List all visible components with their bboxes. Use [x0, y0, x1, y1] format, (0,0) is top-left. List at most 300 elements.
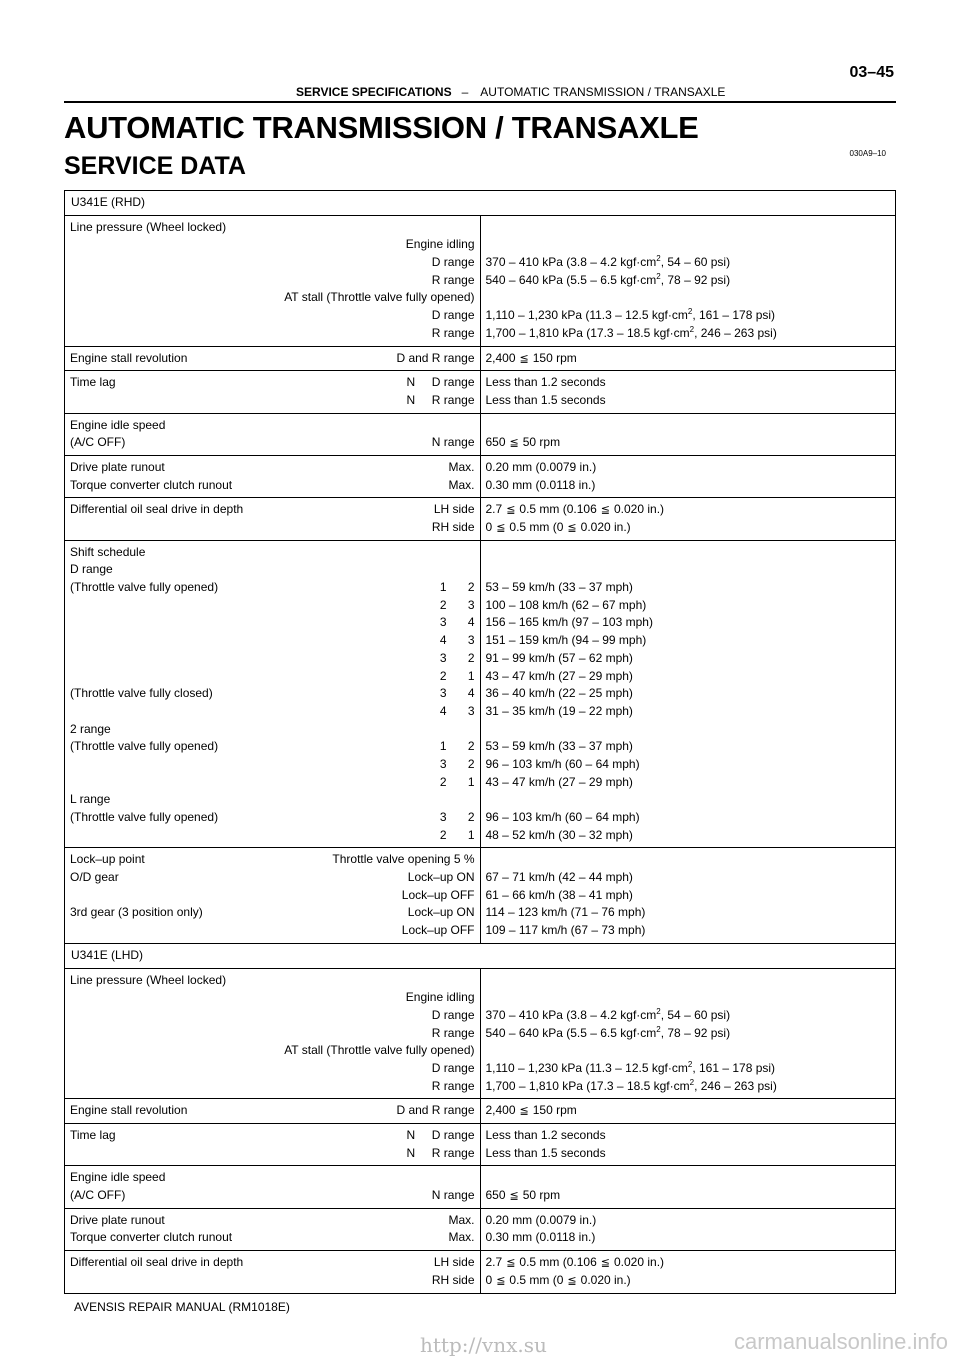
shift-value: 151 – 159 km/h (94 – 99 mph) [485, 633, 647, 648]
leq-symbol: ≦ [600, 504, 610, 517]
stall-value: 2,400 [485, 350, 516, 365]
r-range-label: R range [431, 1025, 475, 1040]
stall-label: Engine stall revolution [70, 1103, 188, 1118]
table-row [65, 215, 896, 346]
shift-value: 156 – 165 km/h (97 – 103 mph) [485, 615, 653, 630]
lockup-condition: Lock–up ON [407, 905, 475, 920]
line-pressure-label: Line pressure (Wheel locked) [70, 972, 227, 987]
runout-label: Torque converter clutch runout [70, 477, 233, 492]
time-lag-label: Time lag [70, 375, 116, 390]
time-lag-value: Less than 1.5 seconds [485, 392, 606, 407]
stall-value: 150 rpm [532, 1103, 577, 1118]
stall-value: 2,400 [485, 1103, 516, 1118]
lockup-condition: Lock–up OFF [401, 887, 475, 902]
shift-label: 2 range [70, 721, 111, 736]
spec-item-cell [65, 1166, 481, 1208]
text-line [486, 417, 891, 435]
shift-value: 36 – 40 km/h (22 – 25 mph) [485, 686, 633, 701]
spec-value-cell [480, 346, 896, 371]
r-range-label: R range [431, 1145, 475, 1160]
shift-label: Shift schedule [70, 544, 146, 559]
table-row [65, 498, 896, 540]
seal-side: RH side [431, 520, 475, 535]
superscript: 2 [656, 1024, 661, 1034]
text-line [486, 1145, 891, 1163]
text-line [486, 1254, 891, 1272]
running-header [64, 84, 896, 103]
seal-value: 0.5 mm (0.106 [519, 502, 597, 517]
text-line [70, 417, 475, 435]
lockup-condition: Lock–up ON [407, 870, 475, 885]
runout-max: Max. [448, 1230, 475, 1245]
text-line [486, 1078, 891, 1096]
text-line [70, 972, 475, 990]
text-line [70, 703, 475, 721]
table-row [65, 1251, 896, 1293]
runout-label: Drive plate runout [70, 1212, 165, 1227]
text-line [486, 392, 891, 410]
text-line [70, 1187, 475, 1205]
seal-value: 2.7 [485, 1255, 503, 1270]
watermark-site: carmanualsonline.info [733, 1329, 948, 1354]
text-line [70, 544, 475, 562]
text-line [70, 1272, 475, 1290]
engine-idling-label: Engine idling [405, 990, 475, 1005]
text-line [70, 668, 475, 686]
lockup-value: 109 – 117 km/h (67 – 73 mph) [485, 923, 646, 938]
spec-item-cell [65, 1099, 481, 1124]
gear-to: 1 [467, 774, 475, 789]
leq-symbol: ≦ [496, 1274, 506, 1287]
gear-to: 1 [467, 827, 475, 842]
service-data-table [64, 190, 896, 1294]
seal-label: Differential oil seal drive in depth [70, 1255, 244, 1270]
time-lag-label: Time lag [70, 1128, 116, 1143]
text-line [70, 685, 475, 703]
text-line [70, 477, 475, 495]
text-line [486, 289, 891, 307]
header-subsection: AUTOMATIC TRANSMISSION / TRANSAXLE [480, 85, 726, 99]
text-line [70, 519, 475, 537]
text-line [486, 219, 891, 237]
pressure-value: 1,110 – 1,230 kPa (11.3 – 12.5 kgf·cm [485, 1060, 688, 1075]
idle-label: (A/C OFF) [70, 1188, 126, 1203]
shift-value: 48 – 52 km/h (30 – 32 mph) [485, 827, 633, 842]
time-lag-value: Less than 1.5 seconds [485, 1145, 606, 1160]
lockup-value: 67 – 71 km/h (42 – 44 mph) [485, 870, 633, 885]
idle-value: 650 [485, 435, 506, 450]
n-label: N [406, 1128, 416, 1143]
lockup-condition: Lock–up OFF [401, 923, 475, 938]
stall-value: 150 rpm [532, 350, 577, 365]
gear-from: 3 [439, 650, 447, 665]
text-line [70, 1102, 475, 1120]
text-line [70, 721, 475, 739]
seal-value: 0 [485, 520, 493, 535]
text-line [486, 668, 891, 686]
gear-to: 3 [467, 703, 475, 718]
runout-value: 0.20 mm (0.0079 in.) [485, 459, 597, 474]
text-line [70, 614, 475, 632]
gear-from: 3 [439, 686, 447, 701]
idle-value: 50 rpm [522, 435, 561, 450]
text-line [486, 561, 891, 579]
text-line [486, 1127, 891, 1145]
idle-label: Engine idle speed [70, 417, 166, 432]
text-line [486, 236, 891, 254]
spec-value-cell [480, 1166, 896, 1208]
text-line [70, 374, 475, 392]
table-row [65, 371, 896, 413]
d-range-label: D range [431, 375, 475, 390]
pressure-value: 1,700 – 1,810 kPa (17.3 – 18.5 kgf·cm [485, 325, 690, 340]
shift-value: 100 – 108 km/h (62 – 67 mph) [485, 597, 647, 612]
runout-max: Max. [448, 1212, 475, 1227]
pressure-value: 1,110 – 1,230 kPa (11.3 – 12.5 kgf·cm [485, 308, 688, 323]
seal-value: 0.020 in.) [614, 502, 665, 517]
shift-value: 43 – 47 km/h (27 – 29 mph) [485, 668, 633, 683]
gear-from: 1 [439, 580, 447, 595]
text-line [70, 597, 475, 615]
pressure-value: 370 – 410 kPa (3.8 – 4.2 kgf·cm [485, 255, 657, 270]
seal-value: 0 [485, 1272, 493, 1287]
text-line [70, 1254, 475, 1272]
shift-label: (Throttle valve fully opened) [70, 739, 219, 754]
text-line [70, 904, 475, 922]
spec-value-cell [480, 215, 896, 346]
seal-value: 0.020 in.) [580, 1272, 631, 1287]
text-line [486, 632, 891, 650]
text-line [70, 350, 475, 368]
text-line [486, 350, 891, 368]
r-range-label: R range [431, 1078, 475, 1093]
table-row [65, 1208, 896, 1250]
text-line [486, 922, 891, 940]
table-row [65, 455, 896, 497]
lockup-label: Lock–up point [70, 852, 145, 867]
text-line [486, 989, 891, 1007]
table-row [65, 1166, 896, 1208]
runout-max: Max. [448, 459, 475, 474]
text-line [70, 289, 475, 307]
pressure-value: , 78 – 92 psi) [660, 272, 731, 287]
text-line [70, 1078, 475, 1096]
text-line [70, 1042, 475, 1060]
gear-from: 2 [439, 827, 447, 842]
text-line [486, 1060, 891, 1078]
superscript: 2 [687, 1059, 693, 1069]
text-line [70, 922, 475, 940]
spec-item-cell [65, 540, 481, 848]
table-row [65, 1099, 896, 1124]
text-line [70, 869, 475, 887]
seal-value: 0.5 mm (0 [509, 1272, 564, 1287]
pressure-value: , 246 – 263 psi) [694, 1078, 777, 1093]
spec-value-cell [480, 848, 896, 943]
text-line [70, 650, 475, 668]
seal-label: Differential oil seal drive in depth [70, 502, 244, 517]
text-line [486, 519, 891, 537]
text-line [486, 809, 891, 827]
seal-value: 0.5 mm (0 [509, 520, 564, 535]
text-line [70, 1145, 475, 1163]
text-line [70, 1060, 475, 1078]
d-range-label: D range [431, 1007, 475, 1022]
shift-label: D range [70, 562, 113, 577]
runout-label: Torque converter clutch runout [70, 1230, 233, 1245]
gear-to: 2 [467, 580, 475, 595]
stall-range: D and R range [396, 1103, 475, 1118]
leq-symbol: ≦ [567, 522, 577, 535]
text-line [70, 325, 475, 343]
spec-item-cell [65, 1124, 481, 1166]
shift-label: (Throttle valve fully closed) [70, 686, 213, 701]
gear-to: 4 [467, 615, 475, 630]
runout-value: 0.30 mm (0.0118 in.) [485, 477, 596, 492]
footer: AVENSIS REPAIR MANUAL (RM1018E) [74, 1300, 290, 1314]
text-line [70, 1025, 475, 1043]
lockup-label: 3rd gear (3 position only) [70, 905, 203, 920]
gear-to: 2 [467, 739, 475, 754]
d-range-label: D range [431, 1128, 475, 1143]
model-heading: U341E (RHD) [65, 191, 896, 216]
figure-id: 030A9–10 [849, 149, 886, 158]
model-heading-row [65, 943, 896, 968]
gear-to: 2 [467, 650, 475, 665]
lockup-condition: Throttle valve opening 5 % [332, 852, 475, 867]
text-line [70, 1127, 475, 1145]
text-line [486, 434, 891, 452]
pressure-value: , 246 – 263 psi) [694, 325, 777, 340]
r-range-label: R range [431, 392, 475, 407]
text-line [70, 254, 475, 272]
at-stall-label: AT stall (Throttle valve fully opened) [284, 1043, 475, 1058]
shift-label: L range [70, 792, 111, 807]
text-line [70, 1212, 475, 1230]
gear-to: 2 [467, 756, 475, 771]
gear-from: 3 [439, 615, 447, 630]
at-stall-label: AT stall (Throttle valve fully opened) [284, 290, 475, 305]
text-line [486, 374, 891, 392]
spec-item-cell [65, 1251, 481, 1293]
text-line [70, 579, 475, 597]
text-line [70, 1229, 475, 1247]
shift-label: (Throttle valve fully opened) [70, 810, 219, 825]
text-line [486, 1007, 891, 1025]
gear-to: 3 [467, 597, 475, 612]
leq-symbol: ≦ [519, 352, 529, 365]
table-row [65, 968, 896, 1099]
text-line [486, 254, 891, 272]
spec-item-cell [65, 848, 481, 943]
shift-label: (Throttle valve fully opened) [70, 580, 219, 595]
text-line [486, 791, 891, 809]
n-label: N [406, 1145, 416, 1160]
text-line [486, 1025, 891, 1043]
leq-symbol: ≦ [509, 437, 519, 450]
text-line [486, 869, 891, 887]
spec-item-cell [65, 215, 481, 346]
lockup-label: O/D gear [70, 870, 119, 885]
text-line [70, 632, 475, 650]
idle-label: (A/C OFF) [70, 435, 126, 450]
leq-symbol: ≦ [506, 1257, 516, 1270]
gear-to: 2 [467, 810, 475, 825]
shift-value: 91 – 99 km/h (57 – 62 mph) [485, 650, 633, 665]
gear-from: 3 [439, 810, 447, 825]
table-row [65, 346, 896, 371]
idle-value: 650 [485, 1188, 506, 1203]
idle-range: N range [431, 1188, 475, 1203]
gear-to: 3 [467, 633, 475, 648]
stall-label: Engine stall revolution [70, 350, 188, 365]
r-range-label: R range [431, 272, 475, 287]
text-line [70, 501, 475, 519]
spec-item-cell [65, 346, 481, 371]
text-line [70, 851, 475, 869]
spec-item-cell [65, 455, 481, 497]
leq-symbol: ≦ [506, 504, 516, 517]
pressure-value: 540 – 640 kPa (5.5 – 6.5 kgf·cm [485, 272, 657, 287]
page-subtitle: SERVICE DATA [64, 152, 246, 180]
text-line [486, 827, 891, 845]
gear-to: 4 [467, 686, 475, 701]
superscript: 2 [656, 271, 661, 281]
text-line [486, 904, 891, 922]
watermark-link[interactable]: http://vnx.su [420, 1333, 547, 1357]
idle-value: 50 rpm [522, 1188, 561, 1203]
text-line [486, 272, 891, 290]
superscript: 2 [689, 324, 695, 334]
text-line [486, 477, 891, 495]
table-row [65, 413, 896, 455]
text-line [70, 809, 475, 827]
seal-value: 0.020 in.) [614, 1255, 665, 1270]
d-range-label: D range [431, 255, 475, 270]
header-section [296, 85, 725, 99]
text-line [486, 851, 891, 869]
text-line [486, 685, 891, 703]
spec-item-cell [65, 1208, 481, 1250]
text-line [486, 703, 891, 721]
gear-from: 4 [439, 633, 447, 648]
gear-to: 1 [467, 668, 475, 683]
text-line [70, 307, 475, 325]
text-line [486, 544, 891, 562]
spec-value-cell [480, 455, 896, 497]
leq-symbol: ≦ [600, 1257, 610, 1270]
spec-value-cell [480, 1124, 896, 1166]
model-heading: U341E (LHD) [65, 943, 896, 968]
n-label: N [406, 392, 416, 407]
text-line [486, 756, 891, 774]
text-line [486, 614, 891, 632]
header-dash: – [461, 85, 469, 99]
spec-value-cell [480, 1208, 896, 1250]
idle-label: Engine idle speed [70, 1170, 166, 1185]
leq-symbol: ≦ [509, 1190, 519, 1203]
d-range-label: D range [431, 1060, 475, 1075]
shift-value: 53 – 59 km/h (33 – 37 mph) [485, 739, 633, 754]
seal-side: LH side [433, 1255, 475, 1270]
page-title: AUTOMATIC TRANSMISSION / TRANSAXLE [64, 110, 699, 145]
runout-value: 0.30 mm (0.0118 in.) [485, 1230, 596, 1245]
runout-label: Drive plate runout [70, 459, 165, 474]
r-range-label: R range [431, 325, 475, 340]
text-line [486, 307, 891, 325]
text-line [486, 1102, 891, 1120]
text-line [70, 392, 475, 410]
text-line [486, 501, 891, 519]
spec-value-cell [480, 498, 896, 540]
shift-value: 96 – 103 km/h (60 – 64 mph) [485, 810, 640, 825]
pressure-value: 540 – 640 kPa (5.5 – 6.5 kgf·cm [485, 1025, 657, 1040]
text-line [486, 738, 891, 756]
superscript: 2 [689, 1077, 695, 1087]
seal-value: 2.7 [485, 502, 503, 517]
gear-from: 2 [439, 597, 447, 612]
text-line [70, 459, 475, 477]
idle-range: N range [431, 435, 475, 450]
text-line [486, 650, 891, 668]
lockup-value: 61 – 66 km/h (38 – 41 mph) [485, 887, 633, 902]
spec-item-cell [65, 968, 481, 1099]
shift-value: 53 – 59 km/h (33 – 37 mph) [485, 580, 633, 595]
gear-from: 4 [439, 703, 447, 718]
text-line [70, 1169, 475, 1187]
text-line [486, 579, 891, 597]
stall-range: D and R range [396, 350, 475, 365]
text-line [70, 434, 475, 452]
text-line [70, 1007, 475, 1025]
pressure-value: , 54 – 60 psi) [660, 255, 731, 270]
superscript: 2 [656, 254, 661, 264]
text-line [486, 1229, 891, 1247]
text-line [486, 1272, 891, 1290]
table-row [65, 540, 896, 848]
superscript: 2 [656, 1006, 661, 1016]
spec-value-cell [480, 1251, 896, 1293]
pressure-value: , 78 – 92 psi) [660, 1025, 731, 1040]
runout-value: 0.20 mm (0.0079 in.) [485, 1212, 597, 1227]
runout-max: Max. [448, 477, 475, 492]
text-line [70, 561, 475, 579]
gear-from: 2 [439, 774, 447, 789]
engine-idling-label: Engine idling [405, 237, 475, 252]
text-line [70, 272, 475, 290]
text-line [486, 1212, 891, 1230]
spec-value-cell [480, 968, 896, 1099]
seal-side: RH side [431, 1272, 475, 1287]
seal-side: LH side [433, 502, 475, 517]
time-lag-value: Less than 1.2 seconds [485, 375, 606, 390]
text-line [70, 989, 475, 1007]
leq-symbol: ≦ [519, 1105, 529, 1118]
seal-value: 0.5 mm (0.106 [519, 1255, 597, 1270]
pressure-value: , 161 – 178 psi) [692, 1060, 776, 1075]
pressure-value: 1,700 – 1,810 kPa (17.3 – 18.5 kgf·cm [485, 1078, 690, 1093]
text-line [70, 738, 475, 756]
shift-value: 43 – 47 km/h (27 – 29 mph) [485, 774, 633, 789]
text-line [70, 756, 475, 774]
text-line [486, 1187, 891, 1205]
spec-item-cell [65, 498, 481, 540]
text-line [70, 219, 475, 237]
gear-from: 2 [439, 668, 447, 683]
page-number: 03–45 [849, 64, 894, 81]
text-line [70, 827, 475, 845]
spec-value-cell [480, 540, 896, 848]
